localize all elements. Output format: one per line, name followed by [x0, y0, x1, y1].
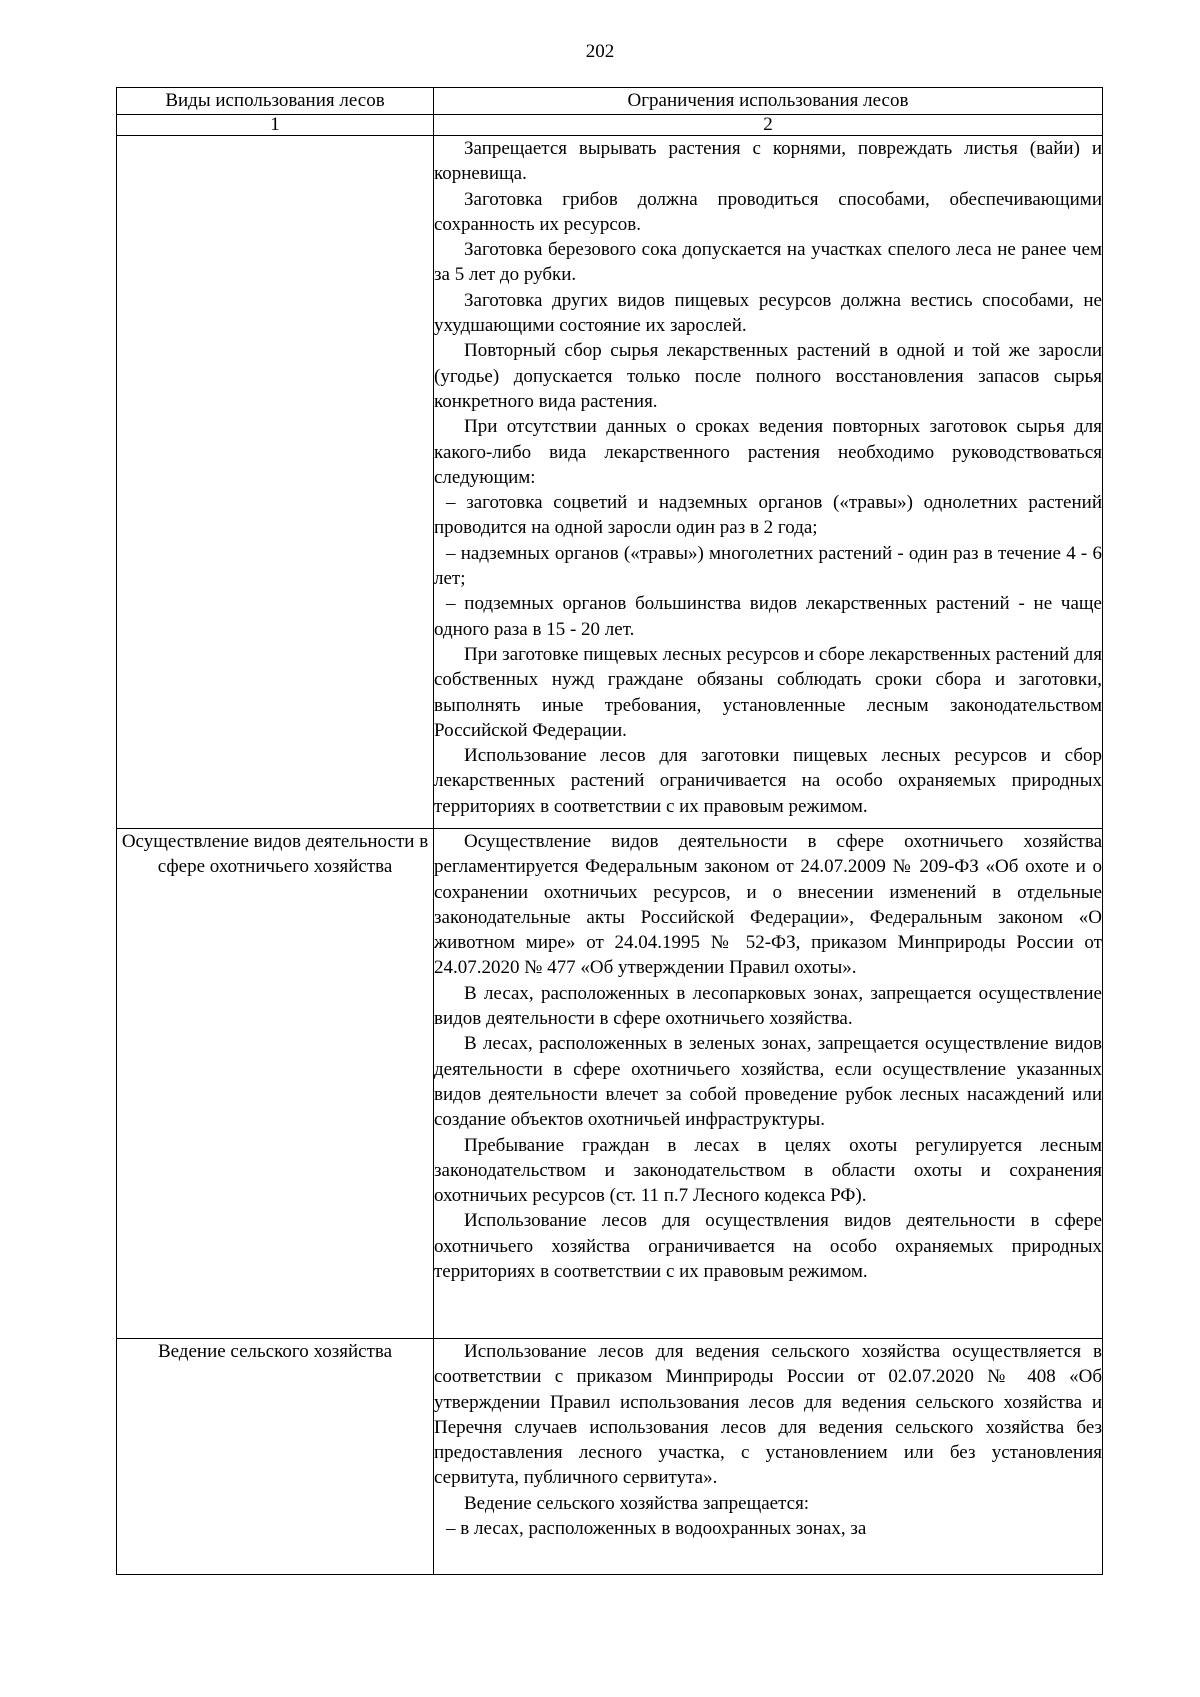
restriction-paragraph: Использование лесов для осуществления видов деятельности в сфере охотничьего хозяйства ограничивается на особо охраняемых природных территориях в соответствии с их правовым режимом.: [434, 1210, 1102, 1283]
header-row: [117, 88, 1103, 115]
table-row: [117, 136, 1103, 829]
restriction-paragraph: Заготовка других видов пищевых ресурсов должна вестись способами, не ухудшающими состояние их зарослей.: [434, 289, 1102, 337]
restriction-paragraph: Пребывание граждан в лесах в целях охоты регулируется лесным законодательством и законодательством в области охоты и сохранения охотничьих ресурсов (ст. 11 п.7 Лесного кодекса РФ).: [434, 1134, 1102, 1207]
table-row: [117, 829, 1103, 1339]
restrictions-cell: [434, 1339, 1103, 1575]
restrictions-cell: [434, 136, 1103, 829]
restriction-paragraph: В лесах, расположенных в зеленых зонах, запрещается осуществление видов деятельности в сфере охотничьего хозяйства, если осуществление указанных видов деятельности влечет за собой проведение рубок лесных насаждений или создание объектов охотничьей инфраструктуры.: [434, 1033, 1102, 1131]
restriction-paragraph: Использование лесов для заготовки пищевых лесных ресурсов и сбор лекарственных растений ограничивается на особо охраняемых природных территориях в соответствии с их правовым режимом.: [434, 745, 1102, 817]
restriction-paragraph: Повторный сбор сырья лекарственных растений в одной и той же заросли (угодье) допускается только после полного восстановления запасов сырья конкретного вида растения.: [434, 340, 1102, 412]
restriction-paragraph: При заготовке пищевых лесных ресурсов и сборе лекарственных растений для собственных нужд граждане обязаны соблюдать сроки сбора и заготовки, выполнять иные требования, установленные лесным законодательством Российской Федерации.: [434, 643, 1102, 741]
restriction-paragraph: При отсутствии данных о сроках ведения повторных заготовок сырья для какого-либо вида лекарственного растения необходимо руководствоваться следующим:: [434, 416, 1102, 488]
restrictions-cell: [434, 829, 1103, 1339]
restriction-paragraph: В лесах, расположенных в лесопарковых зонах, запрещается осуществление видов деятельности в сфере охотничьего хозяйства.: [434, 982, 1102, 1030]
usage-type-cell: Ведение сельского хозяйства: [117, 1339, 434, 1575]
restrictions-table: [116, 87, 1103, 1575]
restriction-paragraph: Заготовка березового сока допускается на участках спелого леса не ранее чем за 5 лет до рубки.: [434, 239, 1102, 286]
usage-type-cell: [117, 136, 434, 829]
table-row: [117, 1339, 1103, 1575]
restriction-dash-item: – надземных органов («травы») многолетних растений - один раз в течение 4 - 6 лет;: [434, 542, 1102, 590]
restriction-dash-item: – в лесах, расположенных в водоохранных зонах, за: [446, 1518, 867, 1540]
restriction-paragraph: Использование лесов для ведения сельского хозяйства осуществляется в соответствии с приказом Минприроды России от 02.07.2020 № 408 «Об утверждении Правил использования лесов для ведения сельского хозяйства и Перечня случаев использования лесов для ведения сельского хозяйства без предоставления лесного участка, с установлением или без установления сервитута, публичного сервитута».: [434, 1341, 1102, 1489]
page-number: 202: [585, 41, 615, 62]
restriction-dash-item: – подземных органов большинства видов лекарственных растений - не чаще одного раза в 15 - 20 лет.: [434, 593, 1102, 640]
usage-type-cell: Осуществление видов деятельности в сфере охотничьего хозяйства: [117, 829, 434, 1339]
restriction-paragraph: Заготовка грибов должна проводиться способами, обеспечивающими сохранность их ресурсов.: [434, 188, 1102, 235]
restriction-paragraph: Ведение сельского хозяйства запрещается:: [464, 1492, 810, 1514]
restriction-paragraph: Запрещается вырывать растения с корнями, повреждать листья (вайи) и корневища.: [434, 138, 1102, 185]
restriction-dash-item: – заготовка соцветий и надземных органов («травы») однолетних растений проводится на одной заросли один раз в 2 года;: [434, 492, 1102, 539]
column-number-1: 1: [117, 115, 434, 136]
column-header-restrictions: Ограничения использования лесов: [434, 88, 1103, 115]
column-number-row: [117, 115, 1103, 136]
column-number-2: 2: [434, 115, 1103, 136]
column-header-usage-types: Виды использования лесов: [117, 88, 434, 115]
restriction-paragraph: Осуществление видов деятельности в сфере охотничьего хозяйства регламентируется Федеральным законом от 24.07.2009 № 209-ФЗ «Об охоте и о сохранении охотничьих ресурсов, и о внесении изменений в отдельные законодательные акты Российской Федерации», Федеральным законом «О животном мире» от 24.04.1995 № 52-ФЗ, приказом Минприроды России от 24.07.2020 № 477 «Об утверждении Правил охоты».: [434, 831, 1102, 979]
